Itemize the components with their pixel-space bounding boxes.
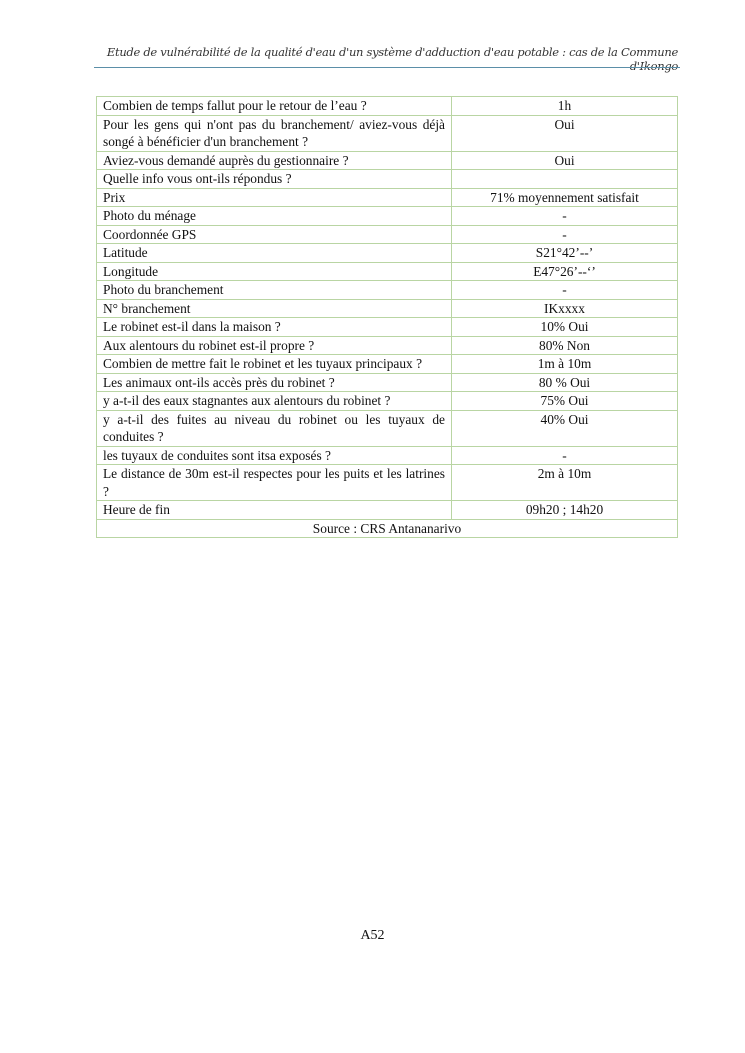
question-cell: Combien de temps fallut pour le retour de l’eau ? (97, 97, 452, 116)
table-row (97, 281, 678, 300)
table-row (97, 151, 678, 170)
table-row (97, 244, 678, 263)
answer-cell (452, 170, 678, 189)
question-cell: Prix (97, 188, 452, 207)
table-row (97, 299, 678, 318)
question-cell: Aux alentours du robinet est-il propre ? (97, 336, 452, 355)
answer-cell: - (452, 225, 678, 244)
table-row (97, 410, 678, 446)
table-row (97, 373, 678, 392)
table-row (97, 188, 678, 207)
answer-cell: 09h20 ; 14h20 (452, 501, 678, 520)
answer-cell: 71% moyennement satisfait (452, 188, 678, 207)
table-row (97, 355, 678, 374)
question-cell: Le distance de 30m est-il respectes pour les puits et les latrines ? (97, 465, 452, 501)
question-cell: y a-t-il des eaux stagnantes aux alentours du robinet ? (97, 392, 452, 411)
answer-cell: 80 % Oui (452, 373, 678, 392)
table-row (97, 392, 678, 411)
question-cell: Aviez-vous demandé auprès du gestionnaire ? (97, 151, 452, 170)
question-cell: les tuyaux de conduites sont itsa exposés ? (97, 446, 452, 465)
table-row (97, 465, 678, 501)
answer-cell: Oui (452, 115, 678, 151)
answer-cell: 1m à 10m (452, 355, 678, 374)
question-cell: Combien de mettre fait le robinet et les tuyaux principaux ? (97, 355, 452, 374)
answer-cell: IKxxxx (452, 299, 678, 318)
question-cell: y a-t-il des fuites au niveau du robinet ou les tuyaux de conduites ? (97, 410, 452, 446)
table-row (97, 115, 678, 151)
table-row (97, 336, 678, 355)
answer-cell: - (452, 446, 678, 465)
table-row (97, 501, 678, 520)
answer-cell: - (452, 207, 678, 226)
answer-cell: 75% Oui (452, 392, 678, 411)
answer-cell: 2m à 10m (452, 465, 678, 501)
question-cell: Les animaux ont-ils accès près du robinet ? (97, 373, 452, 392)
answer-cell: 40% Oui (452, 410, 678, 446)
question-cell: Photo du branchement (97, 281, 452, 300)
answer-cell: Oui (452, 151, 678, 170)
source-row (97, 519, 678, 538)
table-row (97, 97, 678, 116)
header-divider (94, 67, 680, 68)
question-cell: Quelle info vous ont-ils répondus ? (97, 170, 452, 189)
question-cell: Longitude (97, 262, 452, 281)
table-row (97, 318, 678, 337)
running-header: Etude de vulnérabilité de la qualité d'eau d'un système d'adduction d'eau potable : cas de la Commune d'Ikongo (106, 45, 678, 73)
question-cell: Latitude (97, 244, 452, 263)
answer-cell: S21°42’--’ (452, 244, 678, 263)
table-row (97, 170, 678, 189)
answer-cell: - (452, 281, 678, 300)
question-cell: Coordonnée GPS (97, 225, 452, 244)
table-row (97, 262, 678, 281)
question-cell: Le robinet est-il dans la maison ? (97, 318, 452, 337)
table-row (97, 225, 678, 244)
table-row (97, 207, 678, 226)
answer-cell: 80% Non (452, 336, 678, 355)
question-cell: Pour les gens qui n'ont pas du branchement/ aviez-vous déjà songé à bénéficier d'un branchement ? (97, 115, 452, 151)
survey-table (96, 96, 678, 538)
question-cell: N° branchement (97, 299, 452, 318)
source-caption: Source : CRS Antananarivo (97, 519, 678, 538)
question-cell: Photo du ménage (97, 207, 452, 226)
page-number: A52 (360, 928, 385, 943)
answer-cell: 10% Oui (452, 318, 678, 337)
answer-cell: 1h (452, 97, 678, 116)
table-row (97, 446, 678, 465)
answer-cell: E47°26’--‘’ (452, 262, 678, 281)
question-cell: Heure de fin (97, 501, 452, 520)
